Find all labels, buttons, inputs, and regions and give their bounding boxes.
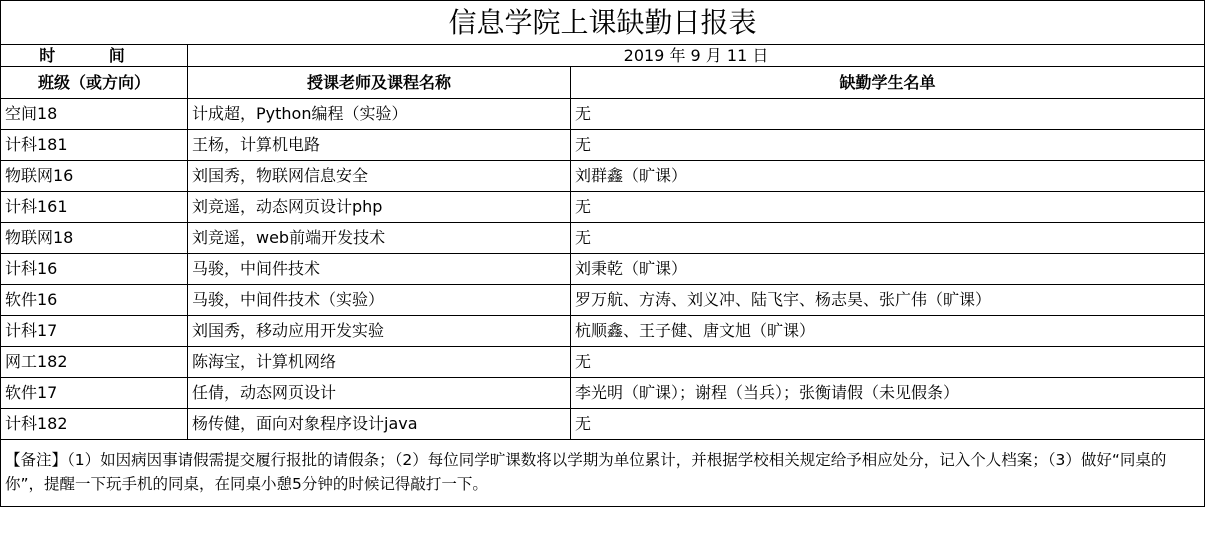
cell-class: 计科16 <box>1 254 188 285</box>
cell-teacher-course: 杨传健，面向对象程序设计java <box>188 409 571 440</box>
report-date: 2019 年 9 月 11 日 <box>188 45 1205 67</box>
column-header-class: 班级（或方向） <box>1 67 188 99</box>
table-row <box>1 285 1205 316</box>
time-label <box>1 45 188 67</box>
cell-teacher-course: 王杨，计算机电路 <box>188 130 571 161</box>
cell-absent-students: 刘秉乾（旷课） <box>571 254 1205 285</box>
cell-class: 计科182 <box>1 409 188 440</box>
cell-teacher-course: 刘国秀，物联网信息安全 <box>188 161 571 192</box>
cell-class: 计科161 <box>1 192 188 223</box>
table-row <box>1 130 1205 161</box>
table-row <box>1 223 1205 254</box>
cell-class: 软件17 <box>1 378 188 409</box>
table-row <box>1 161 1205 192</box>
cell-absent-students: 无 <box>571 99 1205 130</box>
cell-absent-students: 无 <box>571 192 1205 223</box>
cell-teacher-course: 刘竞遥，动态网页设计php <box>188 192 571 223</box>
table-row <box>1 347 1205 378</box>
table-row <box>1 192 1205 223</box>
cell-class: 软件16 <box>1 285 188 316</box>
table-row <box>1 254 1205 285</box>
cell-absent-students: 无 <box>571 130 1205 161</box>
cell-absent-students: 杭顺鑫、王子健、唐文旭（旷课） <box>571 316 1205 347</box>
cell-class: 空间18 <box>1 99 188 130</box>
cell-teacher-course: 马骏，中间件技术 <box>188 254 571 285</box>
remarks-note: 【备注】（1）如因病因事请假需提交履行报批的请假条；（2）每位同学旷课数将以学期为单位累计，并根据学校相关规定给予相应处分，记入个人档案；（3）做好“同桌的你”，提醒一下玩手机的同桌，在同桌小憩5分钟的时候记得敲打一下。 <box>1 440 1205 507</box>
cell-absent-students: 李光明（旷课）；谢程（当兵）；张衡请假（未见假条） <box>571 378 1205 409</box>
cell-class: 物联网18 <box>1 223 188 254</box>
cell-absent-students: 无 <box>571 347 1205 378</box>
table-row <box>1 99 1205 130</box>
cell-class: 网工182 <box>1 347 188 378</box>
cell-teacher-course: 陈海宝，计算机网络 <box>188 347 571 378</box>
table-row <box>1 409 1205 440</box>
column-header-teacher-course: 授课老师及课程名称 <box>188 67 571 99</box>
cell-class: 计科17 <box>1 316 188 347</box>
cell-class: 物联网16 <box>1 161 188 192</box>
cell-absent-students: 刘群鑫（旷课） <box>571 161 1205 192</box>
cell-teacher-course: 任倩，动态网页设计 <box>188 378 571 409</box>
report-title: 信息学院上课缺勤日报表 <box>1 1 1205 45</box>
cell-teacher-course: 刘国秀，移动应用开发实验 <box>188 316 571 347</box>
cell-class: 计科181 <box>1 130 188 161</box>
table-row <box>1 378 1205 409</box>
column-header-absent: 缺勤学生名单 <box>571 67 1205 99</box>
cell-absent-students: 罗万航、方涛、刘义冲、陆飞宇、杨志昊、张广伟（旷课） <box>571 285 1205 316</box>
cell-teacher-course: 计成超，Python编程（实验） <box>188 99 571 130</box>
cell-teacher-course: 马骏，中间件技术（实验） <box>188 285 571 316</box>
cell-teacher-course: 刘竞遥，web前端开发技术 <box>188 223 571 254</box>
cell-absent-students: 无 <box>571 409 1205 440</box>
table-row <box>1 316 1205 347</box>
cell-absent-students: 无 <box>571 223 1205 254</box>
time-label-text: 时 间 <box>39 45 149 65</box>
